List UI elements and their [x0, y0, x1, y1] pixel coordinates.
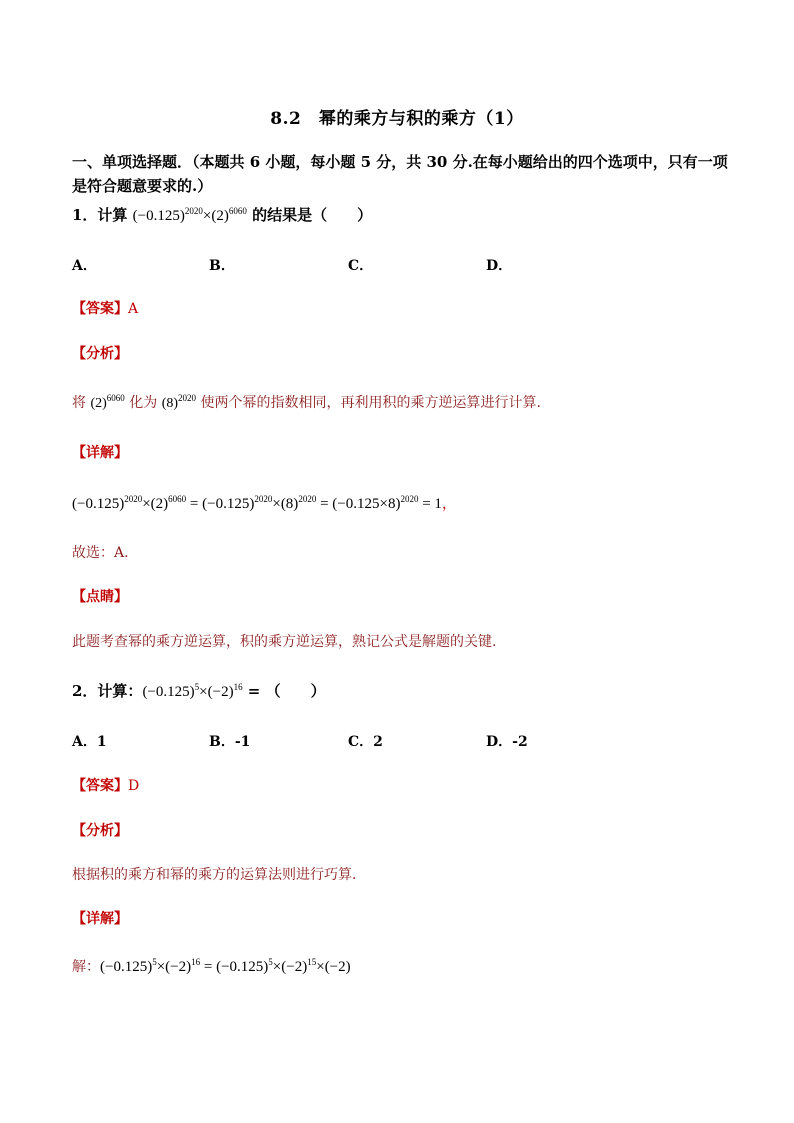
question-2 [72, 680, 326, 701]
option-d[interactable]: D．-2 [486, 734, 528, 750]
question-1-suffix: 的结果是（ ） [252, 206, 373, 224]
question-2-expression: $(-0.125)^5\times(-2)^{16}$ [142, 682, 243, 700]
question-2-suffix: = （ ） [242, 682, 326, 700]
question-2-prefix: 2．计算： [72, 682, 143, 700]
option-c[interactable]: C．2 [348, 734, 383, 750]
analysis-text-1: 将 $(2)^{6060}$ 化为 $(8)^{2020}$ 使两个幂的指数相同，再利用积的乘方逆运算进行计算. [72, 393, 541, 411]
answer-label: 【答案】 [72, 301, 128, 317]
answer-value: A [128, 301, 139, 317]
answer-value: D [128, 778, 140, 794]
option-b[interactable]: B．-1 [209, 734, 251, 750]
detail-expression-2: 解：$(-0.125)^5\times(-2)^{16} = (-0.125)^5\times(-2)^{15}\times(-2)$ [72, 957, 351, 975]
section-heading: 一、单项选择题．（本题共 6 小题，每小题 5 分，共 30 分.在每小题给出的四个选项中，只有一项是符合题意要求的.） [72, 153, 728, 195]
analysis-text-2: 根据积的乘方和幂的乘方的运算法则进行巧算． [72, 867, 366, 883]
question-1-expression: $(-0.125)^{2020}\times(2)^{6060}$ [132, 206, 247, 224]
option-b[interactable]: B． [209, 258, 235, 274]
answer-1 [72, 298, 138, 318]
question-1-prefix: 1．计算 [72, 206, 128, 224]
analysis-label-1: 【分析】 [72, 346, 128, 362]
option-d[interactable]: D． [486, 258, 513, 274]
answer-label: 【答案】 [72, 778, 128, 794]
comment-text-1: 此题考查幂的乘方逆运算，积的乘方逆运算，熟记公式是解题的关键. [72, 634, 497, 650]
option-c[interactable]: C． [348, 258, 374, 274]
option-a[interactable]: A． [72, 258, 97, 274]
detail-expression-1: $(-0.125)^{2020}\times(2)^{6060} = (-0.125)^{2020}\times(8)^{2020} = (-0.125\times 8)^{2020} = 1$， [72, 494, 457, 512]
comment-label-1: 【点睛】 [72, 589, 128, 605]
detail-label-2: 【详解】 [72, 911, 128, 927]
page-title: 8.2 幂的乘方与积的乘方（1） [270, 109, 524, 129]
conclusion-1: 故选：A. [72, 545, 129, 561]
answer-2 [72, 775, 139, 795]
option-a[interactable]: A．1 [72, 734, 107, 750]
analysis-label-2: 【分析】 [72, 823, 128, 839]
question-1 [72, 204, 372, 225]
detail-label-1: 【详解】 [72, 445, 128, 461]
